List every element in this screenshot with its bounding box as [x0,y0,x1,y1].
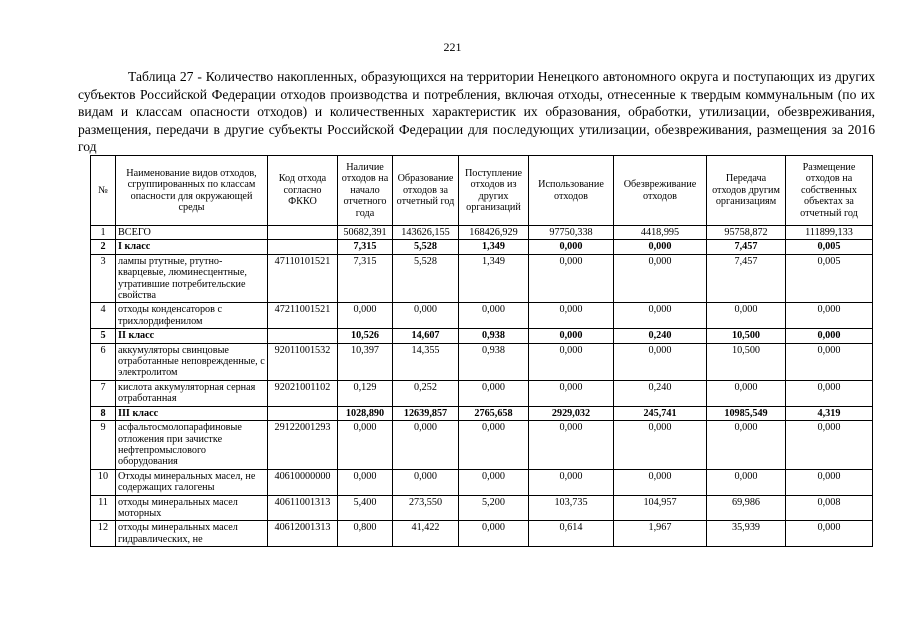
cell-fkko-code [268,329,338,343]
table-row [91,380,873,406]
cell-initial-stock: 1028,890 [338,406,393,420]
waste-table [90,155,873,547]
cell-transferred: 95758,872 [707,226,786,240]
cell-placed: 111899,133 [786,226,873,240]
cell-row-number: 11 [91,495,116,521]
cell-row-number: 6 [91,343,116,380]
cell-received: 0,000 [459,469,529,495]
cell-placed: 0,000 [786,521,873,547]
cell-generated: 41,422 [393,521,459,547]
cell-transferred: 0,000 [707,380,786,406]
cell-used: 0,000 [529,240,614,254]
cell-waste-name: I класс [116,240,268,254]
cell-initial-stock: 5,400 [338,495,393,521]
table-row [91,495,873,521]
cell-neutralized: 245,741 [614,406,707,420]
table-row [91,421,873,470]
cell-placed: 0,000 [786,329,873,343]
cell-transferred: 35,939 [707,521,786,547]
table-row [91,254,873,303]
cell-used: 0,000 [529,343,614,380]
cell-neutralized: 0,240 [614,329,707,343]
cell-generated: 0,252 [393,380,459,406]
cell-row-number: 10 [91,469,116,495]
cell-waste-name: ВСЕГО [116,226,268,240]
cell-generated: 12639,857 [393,406,459,420]
cell-neutralized: 0,000 [614,240,707,254]
column-header-placed: Размещение отходов на собственных объектах за отчетный год [786,156,873,226]
cell-fkko-code: 40611001313 [268,495,338,521]
cell-generated: 5,528 [393,254,459,303]
column-header-received: Поступление отходов из других организаций [459,156,529,226]
cell-transferred: 10985,549 [707,406,786,420]
cell-used: 0,000 [529,303,614,329]
cell-waste-name: отходы минеральных масел гидравлических, не [116,521,268,547]
cell-received: 1,349 [459,240,529,254]
cell-generated: 143626,155 [393,226,459,240]
table-row [91,240,873,254]
cell-generated: 0,000 [393,421,459,470]
column-header-generated: Образование отходов за отчетный год [393,156,459,226]
cell-fkko-code: 92011001532 [268,343,338,380]
cell-generated: 14,607 [393,329,459,343]
cell-placed: 4,319 [786,406,873,420]
cell-transferred: 7,457 [707,254,786,303]
cell-received: 0,000 [459,303,529,329]
cell-fkko-code: 29122001293 [268,421,338,470]
cell-transferred: 7,457 [707,240,786,254]
cell-row-number: 1 [91,226,116,240]
cell-received: 1,349 [459,254,529,303]
cell-waste-name: асфальтосмолопарафиновые отложения при зачистке нефтепромыслового оборудования [116,421,268,470]
cell-initial-stock: 0,000 [338,469,393,495]
cell-row-number: 2 [91,240,116,254]
cell-placed: 0,000 [786,303,873,329]
cell-used: 0,000 [529,329,614,343]
cell-row-number: 4 [91,303,116,329]
cell-generated: 273,550 [393,495,459,521]
cell-generated: 0,000 [393,303,459,329]
cell-used: 0,000 [529,254,614,303]
cell-initial-stock: 7,315 [338,254,393,303]
cell-generated: 0,000 [393,469,459,495]
cell-fkko-code: 47110101521 [268,254,338,303]
table-row [91,469,873,495]
cell-fkko-code: 40612001313 [268,521,338,547]
cell-used: 2929,032 [529,406,614,420]
cell-row-number: 7 [91,380,116,406]
cell-generated: 14,355 [393,343,459,380]
cell-received: 0,000 [459,380,529,406]
cell-waste-name: аккумуляторы свинцовые отработанные неповрежденные, с электролитом [116,343,268,380]
table-row [91,406,873,420]
cell-placed: 0,008 [786,495,873,521]
cell-row-number: 3 [91,254,116,303]
cell-fkko-code [268,226,338,240]
table-caption-text: Таблица 27 - Количество накопленных, образующихся на территории Ненецкого автономного округа и поступающих из других субъектов Российской Федерации отходов производства и потребления, включая отходы, отнесенные к твердым коммунальным (по их видам и классам опасности отходов) и количественных характеристик их образования, обработки, утилизации, обезвреживания, размещения, передачи в другие субъекты Российской Федерации для последующих утилизации, обезвреживания, размещения за 2016 год [78,69,875,155]
table-row [91,343,873,380]
cell-neutralized: 0,000 [614,421,707,470]
cell-row-number: 9 [91,421,116,470]
cell-initial-stock: 10,397 [338,343,393,380]
cell-neutralized: 104,957 [614,495,707,521]
cell-used: 0,000 [529,421,614,470]
cell-received: 2765,658 [459,406,529,420]
cell-waste-name: Отходы минеральных масел, не содержащих галогены [116,469,268,495]
cell-used: 103,735 [529,495,614,521]
cell-transferred: 10,500 [707,329,786,343]
cell-placed: 0,005 [786,240,873,254]
table-row [91,521,873,547]
cell-fkko-code [268,406,338,420]
column-header-transferred: Передача отходов другим организациям [707,156,786,226]
table-caption [78,68,875,156]
cell-placed: 0,000 [786,380,873,406]
cell-initial-stock: 7,315 [338,240,393,254]
cell-fkko-code [268,240,338,254]
cell-waste-name: II класс [116,329,268,343]
column-header-name: Наименование видов отходов, сгруппированных по классам опасности для окружающей среды [116,156,268,226]
cell-used: 0,614 [529,521,614,547]
cell-row-number: 5 [91,329,116,343]
table-row [91,303,873,329]
cell-used: 97750,338 [529,226,614,240]
cell-placed: 0,005 [786,254,873,303]
cell-fkko-code: 40610000000 [268,469,338,495]
column-header-code: Код отхода согласно ФККО [268,156,338,226]
cell-used: 0,000 [529,469,614,495]
cell-transferred: 0,000 [707,469,786,495]
cell-neutralized: 4418,995 [614,226,707,240]
cell-waste-name: III класс [116,406,268,420]
cell-neutralized: 0,240 [614,380,707,406]
cell-generated: 5,528 [393,240,459,254]
column-header-used: Использование отходов [529,156,614,226]
cell-fkko-code: 92021001102 [268,380,338,406]
cell-transferred: 69,986 [707,495,786,521]
cell-row-number: 12 [91,521,116,547]
column-header-initial-stock: Наличие отходов на начало отчетного года [338,156,393,226]
page-number: 221 [443,40,462,54]
cell-neutralized: 0,000 [614,303,707,329]
cell-initial-stock: 0,129 [338,380,393,406]
cell-neutralized: 0,000 [614,254,707,303]
column-header-neutralized: Обезвреживание отходов [614,156,707,226]
cell-neutralized: 0,000 [614,343,707,380]
cell-waste-name: лампы ртутные, ртутно-кварцевые, люминесцентные, утратившие потребительские свойства [116,254,268,303]
cell-row-number: 8 [91,406,116,420]
cell-received: 168426,929 [459,226,529,240]
cell-waste-name: отходы конденсаторов с трихлордифенилом [116,303,268,329]
cell-used: 0,000 [529,380,614,406]
cell-initial-stock: 10,526 [338,329,393,343]
cell-placed: 0,000 [786,421,873,470]
cell-placed: 0,000 [786,469,873,495]
cell-transferred: 0,000 [707,421,786,470]
cell-neutralized: 1,967 [614,521,707,547]
cell-initial-stock: 0,000 [338,303,393,329]
table-row [91,226,873,240]
cell-transferred: 10,500 [707,343,786,380]
cell-initial-stock: 0,800 [338,521,393,547]
cell-received: 5,200 [459,495,529,521]
column-header-number: № [91,156,116,226]
cell-placed: 0,000 [786,343,873,380]
cell-received: 0,000 [459,421,529,470]
cell-neutralized: 0,000 [614,469,707,495]
cell-waste-name: кислота аккумуляторная серная отработанная [116,380,268,406]
cell-transferred: 0,000 [707,303,786,329]
table-header-row [91,156,873,226]
cell-initial-stock: 50682,391 [338,226,393,240]
cell-waste-name: отходы минеральных масел моторных [116,495,268,521]
cell-initial-stock: 0,000 [338,421,393,470]
cell-received: 0,938 [459,343,529,380]
cell-fkko-code: 47211001521 [268,303,338,329]
cell-received: 0,000 [459,521,529,547]
table-row [91,329,873,343]
cell-received: 0,938 [459,329,529,343]
